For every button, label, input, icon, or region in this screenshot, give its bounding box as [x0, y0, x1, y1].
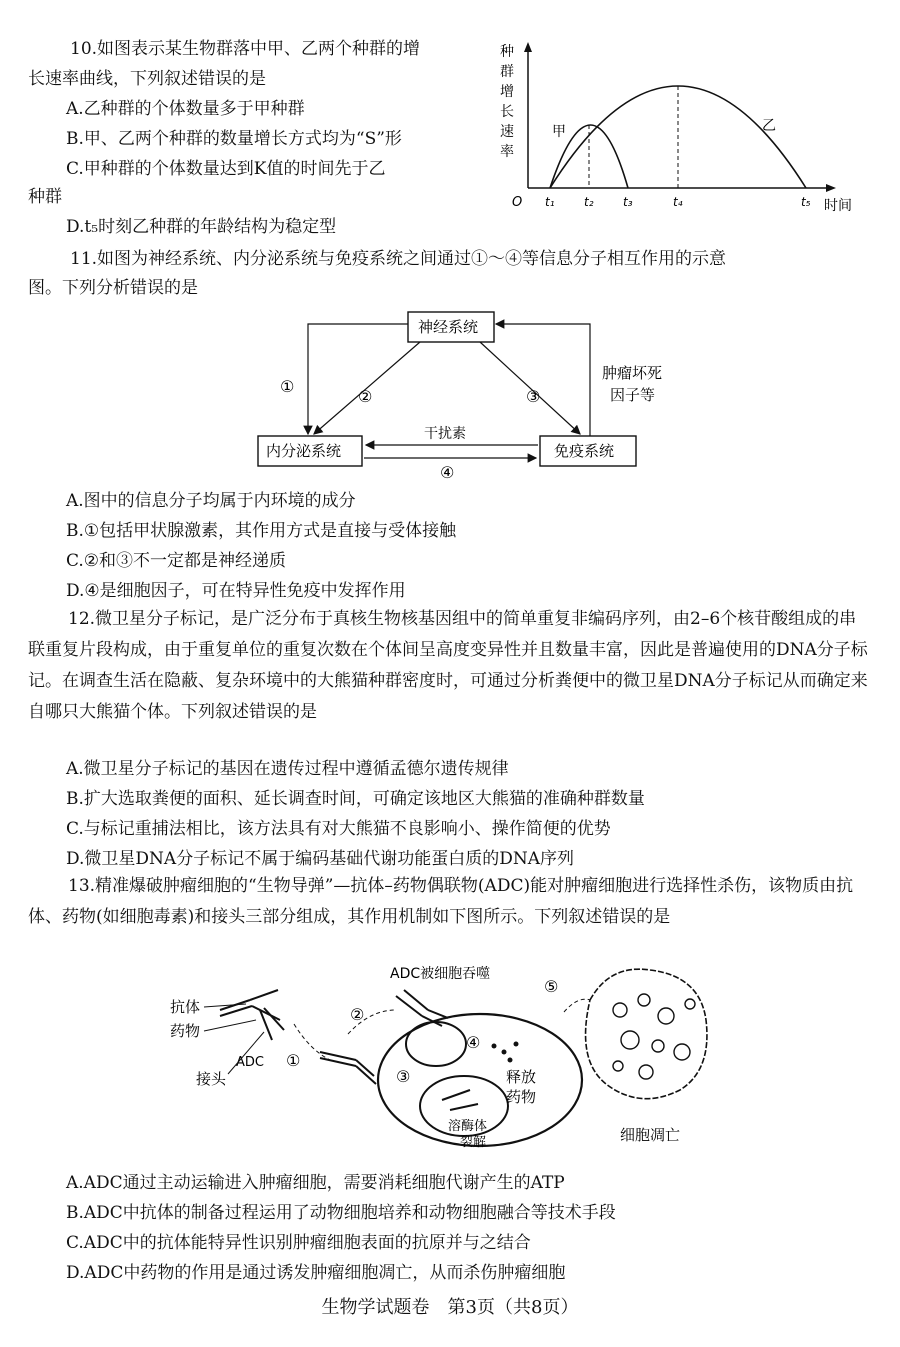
q13-stem	[28, 871, 868, 933]
page-footer: 生物学试题卷 第3页（共8页）	[321, 1297, 579, 1318]
q11-stem-line2: 图。下列分析错误的是	[28, 278, 198, 298]
q10-stem-line1: 10.如图表示某生物群落中甲、乙两个种群的增	[70, 39, 421, 59]
marker-3: ③	[526, 387, 541, 406]
q10-growth-rate-chart	[492, 40, 872, 220]
endocrine-system-label: 内分泌系统	[266, 442, 342, 460]
tick-t1: t₁	[545, 195, 555, 209]
q11-option-b: B.①包括甲状腺激素，其作用方式是直接与受体接触	[66, 521, 457, 541]
tick-t5: t₅	[801, 195, 811, 209]
label-antibody: 抗体	[170, 998, 201, 1016]
adc-molecule	[220, 990, 284, 1040]
nervous-system-label: 神经系统	[418, 318, 479, 336]
ylabel-char: 增	[500, 84, 514, 100]
q13-option-c: C.ADC中的抗体能特异性识别肿瘤细胞表面的抗原并与之结合	[66, 1233, 531, 1253]
marker-step1: ①	[286, 1051, 301, 1070]
q12-stem	[28, 604, 868, 728]
ylabel-char: 长	[500, 104, 514, 120]
adc-bound	[320, 1052, 376, 1084]
label-linker: 接头	[196, 1070, 227, 1088]
arrow-tnf	[496, 324, 590, 436]
q13-option-b: B.ADC中抗体的制备过程运用了动物细胞培养和动物细胞融合等技术手段	[66, 1203, 616, 1223]
q12-option-c: C.与标记重捕法相比，该方法具有对大熊猫不良影响小、操作简便的优势	[66, 819, 611, 839]
arrow-step5	[564, 999, 590, 1012]
q12-option-d: D.微卫星DNA分子标记不属于编码基础代谢功能蛋白质的DNA序列	[66, 849, 574, 869]
tick-t3: t₃	[623, 195, 633, 209]
q10-option-c: C.甲种群的个体数量达到K值的时间先于乙	[66, 159, 386, 179]
label-lysosome: 溶酶体	[448, 1119, 488, 1134]
series-label-jia: 甲	[552, 124, 566, 140]
q11-stem-line1: 11.如图为神经系统、内分泌系统与免疫系统之间通过①～④等信息分子相互作用的示意	[70, 249, 727, 269]
origin-label: O	[512, 195, 523, 210]
tick-t2: t₂	[584, 195, 594, 209]
q12-option-a: A.微卫星分子标记的基因在遗传过程中遵循孟德尔遗传规律	[66, 759, 509, 779]
y-axis-label	[500, 44, 514, 160]
tnf-label-line1: 肿瘤坏死	[602, 364, 663, 382]
ylabel-char: 种	[500, 44, 514, 60]
marker-step2: ②	[350, 1005, 365, 1024]
apoptotic-bodies	[613, 994, 695, 1079]
endosome	[406, 1022, 466, 1066]
marker-step4: ④	[466, 1033, 481, 1052]
q12-option-b: B.扩大选取粪便的面积、延长调查时间，可确定该地区大熊猫的准确种群数量	[66, 789, 645, 809]
ylabel-char: 群	[500, 64, 514, 80]
label-engulfed: ADC被细胞吞噬	[390, 966, 491, 982]
marker-2: ②	[358, 387, 373, 406]
q13-adc-mechanism-diagram	[160, 960, 720, 1150]
label-release-line2: 药物	[506, 1088, 537, 1106]
interferon-label: 干扰素	[424, 426, 466, 442]
y-axis-arrow	[524, 42, 532, 52]
q13-option-a: A.ADC通过主动运输进入肿瘤细胞，需要消耗细胞代谢产生的ATP	[66, 1173, 565, 1193]
tnf-label-line2: 因子等	[610, 386, 656, 404]
adc-in-lysosome	[442, 1090, 478, 1110]
q10-option-c-cont: 种群	[28, 187, 62, 207]
x-axis-arrow	[826, 184, 836, 192]
adc-on-membrane	[396, 990, 448, 1026]
drug-particles	[492, 1042, 519, 1063]
series-label-yi: 乙	[762, 118, 776, 134]
q10-stem-line2: 长速率曲线，下列叙述错误的是	[28, 69, 266, 89]
ylabel-char: 速	[500, 124, 514, 140]
marker-step5: ⑤	[544, 977, 559, 996]
q12-stem-text: 12.微卫星分子标记，是广泛分布于真核生物核基因组中的简单重复非编码序列，由2–6个核苷酸组成的串联重复片段构成，由于重复单位的重复次数在个体间呈高度变异性并且数量丰富，因此是普遍使用的DNA分子标记。在调查生活在隐蔽、复杂环境中的大熊猫种群密度时，可通过分析粪便中的微卫星DNA分子标记从而确定来自哪只大熊猫个体。下列叙述错误的是	[28, 609, 868, 722]
q11-option-c: C.②和③不一定都是神经递质	[66, 551, 287, 571]
q11-system-diagram	[240, 300, 680, 480]
marker-step3: ③	[396, 1067, 411, 1086]
label-apoptosis: 细胞凋亡	[620, 1126, 681, 1144]
q10-option-b: B.甲、乙两个种群的数量增长方式均为“S”形	[66, 129, 402, 149]
label-drug: 药物	[170, 1022, 201, 1040]
label-release-line1: 释放	[506, 1068, 537, 1086]
q10-option-a: A.乙种群的个体数量多于甲种群	[66, 99, 305, 119]
marker-1: ①	[280, 377, 295, 396]
drug-pointer	[204, 1020, 256, 1031]
ylabel-char: 率	[500, 144, 514, 160]
tick-t4: t₄	[673, 195, 683, 209]
q10-option-d: D.t₅时刻乙种群的年龄结构为稳定型	[66, 217, 337, 237]
immune-system-label: 免疫系统	[554, 442, 615, 460]
label-lysis: 裂解	[460, 1135, 487, 1150]
q11-option-d: D.④是细胞因子，可在特异性免疫中发挥作用	[66, 581, 406, 601]
q13-option-d: D.ADC中药物的作用是通过诱发肿瘤细胞凋亡，从而杀伤肿瘤细胞	[66, 1263, 566, 1283]
antibody-pointer	[204, 1004, 246, 1007]
q13-stem-text: 13.精准爆破肿瘤细胞的“生物导弹”—抗体–药物偶联物(ADC)能对肿瘤细胞进行选择性杀伤，该物质由抗体、药物(如细胞毒素)和接头三部分组成，其作用机制如下图所示。下列叙述错误的是	[28, 876, 854, 927]
q11-option-a: A.图中的信息分子均属于内环境的成分	[66, 491, 356, 511]
marker-4: ④	[440, 463, 455, 480]
x-axis-label: 时间	[824, 198, 852, 214]
arrow-1	[308, 324, 408, 434]
label-adc: ADC	[236, 1055, 264, 1070]
